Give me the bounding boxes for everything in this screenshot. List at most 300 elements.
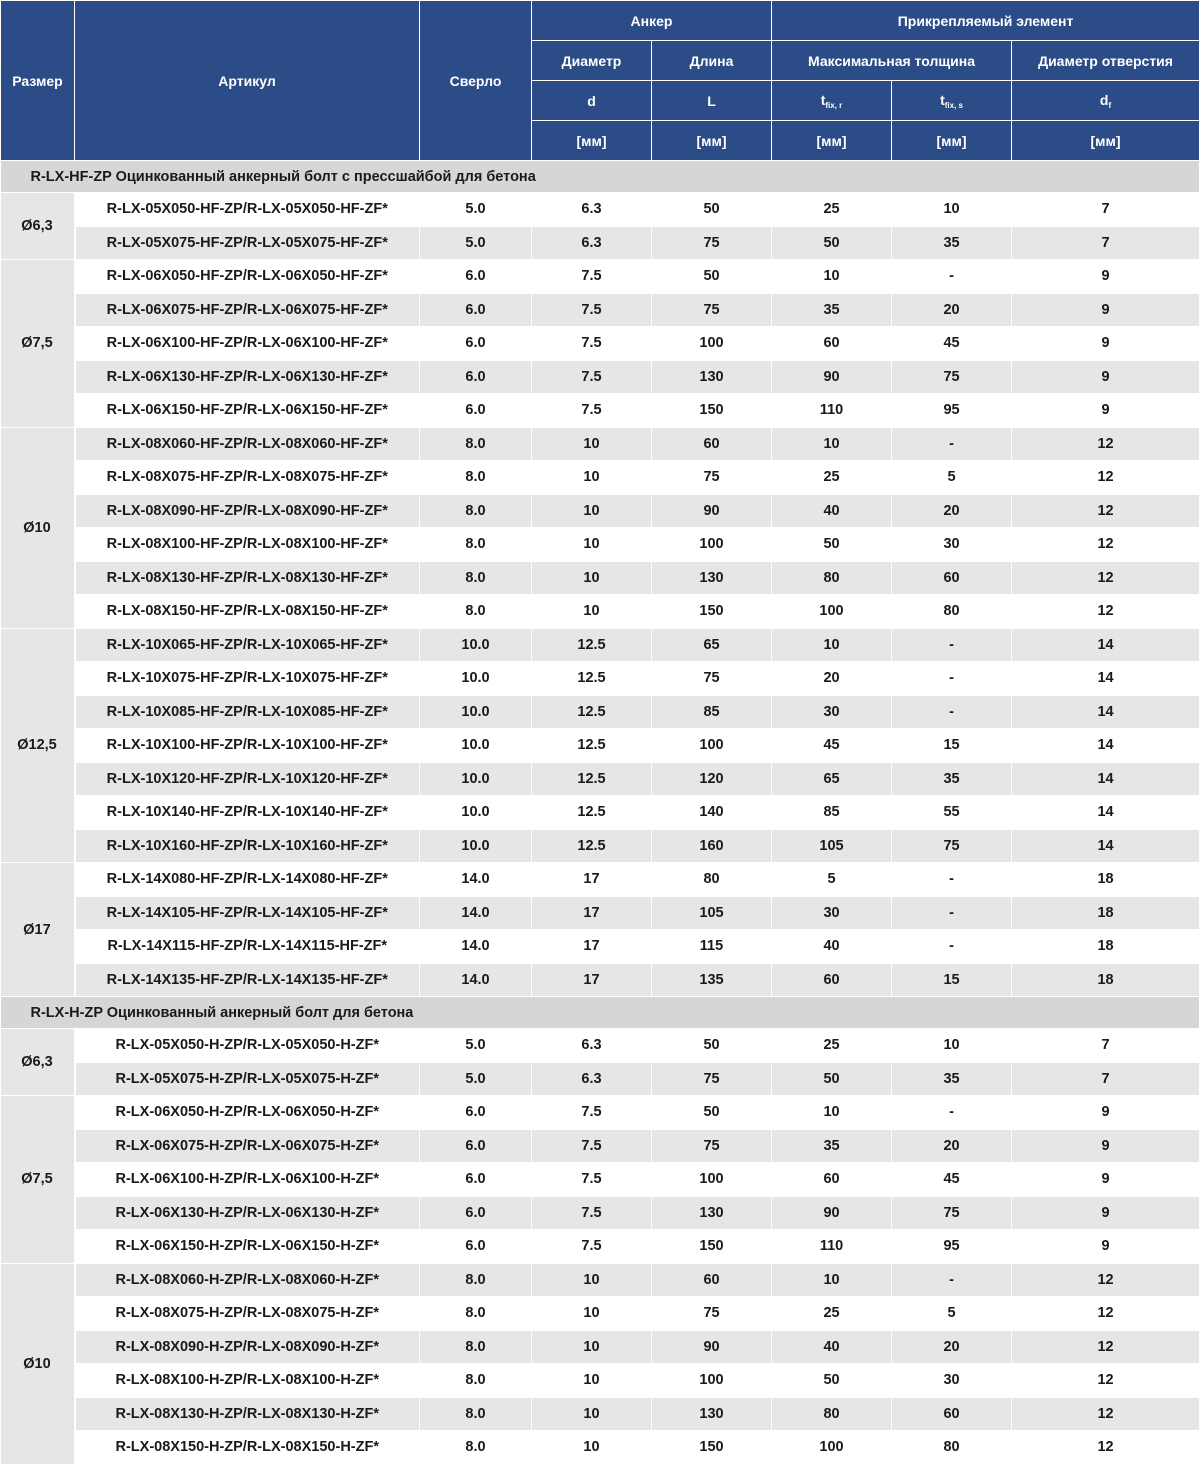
tfix-s-cell: 60 xyxy=(892,561,1012,595)
tfix-s-cell: 10 xyxy=(892,1029,1012,1063)
table-row xyxy=(1,1431,1199,1465)
size-cell: Ø10 xyxy=(1,1263,75,1464)
diameter-cell: 12.5 xyxy=(532,628,652,662)
tfix-r-cell: 100 xyxy=(772,595,892,629)
tfix-s-cell: 35 xyxy=(892,762,1012,796)
diameter-cell: 6.3 xyxy=(532,1029,652,1063)
tfix-r-cell: 85 xyxy=(772,796,892,830)
drill-cell: 10.0 xyxy=(420,829,532,863)
tfix-s-cell: - xyxy=(892,1096,1012,1130)
tfix-s-cell: 45 xyxy=(892,1163,1012,1197)
length-cell: 135 xyxy=(652,963,772,997)
tfix-r-cell: 65 xyxy=(772,762,892,796)
header-symbol-d: d xyxy=(532,81,652,121)
diameter-cell: 10 xyxy=(532,1397,652,1431)
diameter-cell: 7.5 xyxy=(532,1129,652,1163)
diameter-cell: 7.5 xyxy=(532,1163,652,1197)
diameter-cell: 7.5 xyxy=(532,1096,652,1130)
article-cell: R-LX-05X050-H-ZP/R-LX-05X050-H-ZF* xyxy=(75,1029,420,1063)
diameter-cell: 6.3 xyxy=(532,226,652,260)
drill-cell: 8.0 xyxy=(420,561,532,595)
diameter-cell: 17 xyxy=(532,896,652,930)
diameter-cell: 12.5 xyxy=(532,829,652,863)
tfix-s-cell: 75 xyxy=(892,829,1012,863)
header-unit-df: [мм] xyxy=(1012,121,1199,161)
header-symbol-tfix-s: $t_{fix, s}$ xyxy=(892,81,1012,121)
article-cell: R-LX-14X105-HF-ZP/R-LX-14X105-HF-ZF* xyxy=(75,896,420,930)
table-row xyxy=(1,293,1199,327)
hole-diameter-cell: 14 xyxy=(1012,729,1199,763)
diameter-cell: 7.5 xyxy=(532,327,652,361)
drill-cell: 8.0 xyxy=(420,1364,532,1398)
article-cell: R-LX-10X085-HF-ZP/R-LX-10X085-HF-ZF* xyxy=(75,695,420,729)
article-cell: R-LX-06X100-H-ZP/R-LX-06X100-H-ZF* xyxy=(75,1163,420,1197)
article-cell: R-LX-06X150-H-ZP/R-LX-06X150-H-ZF* xyxy=(75,1230,420,1264)
tfix-s-cell: 15 xyxy=(892,729,1012,763)
table-row xyxy=(1,829,1199,863)
length-cell: 50 xyxy=(652,260,772,294)
hole-diameter-cell: 14 xyxy=(1012,695,1199,729)
diameter-cell: 10 xyxy=(532,595,652,629)
table-row xyxy=(1,1263,1199,1297)
hole-diameter-cell: 12 xyxy=(1012,561,1199,595)
tfix-s-cell: - xyxy=(892,896,1012,930)
drill-cell: 8.0 xyxy=(420,1431,532,1465)
table-row xyxy=(1,1364,1199,1398)
table-row xyxy=(1,628,1199,662)
hole-diameter-cell: 14 xyxy=(1012,796,1199,830)
diameter-cell: 7.5 xyxy=(532,260,652,294)
tfix-r-cell: 80 xyxy=(772,1397,892,1431)
header-symbol-L: L xyxy=(652,81,772,121)
tfix-r-cell: 45 xyxy=(772,729,892,763)
drill-cell: 14.0 xyxy=(420,896,532,930)
drill-cell: 8.0 xyxy=(420,494,532,528)
tfix-r-cell: 25 xyxy=(772,1297,892,1331)
drill-cell: 8.0 xyxy=(420,461,532,495)
header-drill: Сверло xyxy=(420,1,532,161)
tfix-r-cell: 5 xyxy=(772,863,892,897)
article-cell: R-LX-08X090-HF-ZP/R-LX-08X090-HF-ZF* xyxy=(75,494,420,528)
table-row xyxy=(1,762,1199,796)
length-cell: 90 xyxy=(652,494,772,528)
drill-cell: 8.0 xyxy=(420,1297,532,1331)
table-row xyxy=(1,1129,1199,1163)
size-cell: Ø6,3 xyxy=(1,193,75,260)
length-cell: 65 xyxy=(652,628,772,662)
header-symbol-tfix-r: $t_{fix, r}$ xyxy=(772,81,892,121)
table-row xyxy=(1,695,1199,729)
table-row xyxy=(1,327,1199,361)
article-cell: R-LX-08X075-H-ZP/R-LX-08X075-H-ZF* xyxy=(75,1297,420,1331)
tfix-r-cell: 10 xyxy=(772,628,892,662)
size-cell: Ø7,5 xyxy=(1,260,75,428)
header-size: Размер xyxy=(1,1,75,161)
length-cell: 100 xyxy=(652,327,772,361)
drill-cell: 8.0 xyxy=(420,1397,532,1431)
tfix-r-cell: 25 xyxy=(772,1029,892,1063)
tfix-r-cell: 50 xyxy=(772,1364,892,1398)
tfix-r-cell: 110 xyxy=(772,394,892,428)
tfix-r-cell: 105 xyxy=(772,829,892,863)
table-row xyxy=(1,963,1199,997)
hole-diameter-cell: 12 xyxy=(1012,1330,1199,1364)
length-cell: 50 xyxy=(652,1096,772,1130)
section-row xyxy=(1,161,1199,193)
tfix-s-cell: 10 xyxy=(892,193,1012,227)
diameter-cell: 10 xyxy=(532,528,652,562)
tfix-s-cell: 5 xyxy=(892,461,1012,495)
drill-cell: 10.0 xyxy=(420,662,532,696)
drill-cell: 6.0 xyxy=(420,260,532,294)
diameter-cell: 10 xyxy=(532,1431,652,1465)
diameter-cell: 7.5 xyxy=(532,360,652,394)
size-cell: Ø17 xyxy=(1,863,75,997)
diameter-cell: 10 xyxy=(532,1364,652,1398)
drill-cell: 5.0 xyxy=(420,226,532,260)
tfix-r-cell: 60 xyxy=(772,963,892,997)
hole-diameter-cell: 9 xyxy=(1012,260,1199,294)
hole-diameter-cell: 7 xyxy=(1012,1062,1199,1096)
tfix-s-cell: 5 xyxy=(892,1297,1012,1331)
drill-cell: 5.0 xyxy=(420,1062,532,1096)
drill-cell: 6.0 xyxy=(420,1096,532,1130)
article-cell: R-LX-10X100-HF-ZP/R-LX-10X100-HF-ZF* xyxy=(75,729,420,763)
length-cell: 75 xyxy=(652,293,772,327)
table-row xyxy=(1,896,1199,930)
tfix-r-cell: 10 xyxy=(772,260,892,294)
article-cell: R-LX-14X080-HF-ZP/R-LX-14X080-HF-ZF* xyxy=(75,863,420,897)
hole-diameter-cell: 12 xyxy=(1012,528,1199,562)
diameter-cell: 6.3 xyxy=(532,1062,652,1096)
tfix-r-cell: 60 xyxy=(772,327,892,361)
diameter-cell: 17 xyxy=(532,963,652,997)
hole-diameter-cell: 14 xyxy=(1012,662,1199,696)
hole-diameter-cell: 7 xyxy=(1012,226,1199,260)
drill-cell: 5.0 xyxy=(420,193,532,227)
tfix-s-cell: 20 xyxy=(892,494,1012,528)
article-cell: R-LX-06X075-H-ZP/R-LX-06X075-H-ZF* xyxy=(75,1129,420,1163)
table-row xyxy=(1,662,1199,696)
article-cell: R-LX-06X130-H-ZP/R-LX-06X130-H-ZF* xyxy=(75,1196,420,1230)
drill-cell: 10.0 xyxy=(420,796,532,830)
diameter-cell: 12.5 xyxy=(532,762,652,796)
drill-cell: 6.0 xyxy=(420,327,532,361)
hole-diameter-cell: 9 xyxy=(1012,1230,1199,1264)
article-cell: R-LX-06X150-HF-ZP/R-LX-06X150-HF-ZF* xyxy=(75,394,420,428)
length-cell: 50 xyxy=(652,193,772,227)
header-unit-tfix-s: [мм] xyxy=(892,121,1012,161)
hole-diameter-cell: 14 xyxy=(1012,628,1199,662)
size-cell: Ø6,3 xyxy=(1,1029,75,1096)
tfix-s-cell: 30 xyxy=(892,528,1012,562)
tfix-s-cell: 20 xyxy=(892,293,1012,327)
hole-diameter-cell: 12 xyxy=(1012,1263,1199,1297)
article-cell: R-LX-08X100-HF-ZP/R-LX-08X100-HF-ZF* xyxy=(75,528,420,562)
tfix-r-cell: 100 xyxy=(772,1431,892,1465)
article-cell: R-LX-06X100-HF-ZP/R-LX-06X100-HF-ZF* xyxy=(75,327,420,361)
hole-diameter-cell: 12 xyxy=(1012,494,1199,528)
article-cell: R-LX-10X075-HF-ZP/R-LX-10X075-HF-ZF* xyxy=(75,662,420,696)
tfix-s-cell: 80 xyxy=(892,1431,1012,1465)
article-cell: R-LX-08X090-H-ZP/R-LX-08X090-H-ZF* xyxy=(75,1330,420,1364)
length-cell: 75 xyxy=(652,662,772,696)
article-cell: R-LX-05X075-HF-ZP/R-LX-05X075-HF-ZF* xyxy=(75,226,420,260)
hole-diameter-cell: 9 xyxy=(1012,327,1199,361)
article-cell: R-LX-08X060-HF-ZP/R-LX-08X060-HF-ZF* xyxy=(75,427,420,461)
tfix-r-cell: 90 xyxy=(772,1196,892,1230)
drill-cell: 6.0 xyxy=(420,293,532,327)
diameter-cell: 10 xyxy=(532,1330,652,1364)
diameter-cell: 7.5 xyxy=(532,293,652,327)
header-max-thickness: Максимальная толщина xyxy=(772,41,1012,81)
tfix-r-cell: 60 xyxy=(772,1163,892,1197)
table-row xyxy=(1,561,1199,595)
article-cell: R-LX-06X075-HF-ZP/R-LX-06X075-HF-ZF* xyxy=(75,293,420,327)
length-cell: 85 xyxy=(652,695,772,729)
header-diameter: Диаметр xyxy=(532,41,652,81)
diameter-cell: 17 xyxy=(532,863,652,897)
header-unit-d: [мм] xyxy=(532,121,652,161)
tfix-r-cell: 10 xyxy=(772,427,892,461)
tfix-s-cell: 30 xyxy=(892,1364,1012,1398)
drill-cell: 6.0 xyxy=(420,360,532,394)
hole-diameter-cell: 9 xyxy=(1012,1163,1199,1197)
diameter-cell: 12.5 xyxy=(532,729,652,763)
table-row xyxy=(1,427,1199,461)
diameter-cell: 12.5 xyxy=(532,796,652,830)
header-attached-element: Прикрепляемый элемент xyxy=(772,1,1199,41)
table-row xyxy=(1,394,1199,428)
length-cell: 130 xyxy=(652,561,772,595)
hole-diameter-cell: 12 xyxy=(1012,1297,1199,1331)
length-cell: 120 xyxy=(652,762,772,796)
drill-cell: 6.0 xyxy=(420,1163,532,1197)
tfix-r-cell: 110 xyxy=(772,1230,892,1264)
diameter-cell: 17 xyxy=(532,930,652,964)
table-row xyxy=(1,528,1199,562)
drill-cell: 6.0 xyxy=(420,1129,532,1163)
diameter-cell: 10 xyxy=(532,427,652,461)
drill-cell: 8.0 xyxy=(420,427,532,461)
diameter-cell: 6.3 xyxy=(532,193,652,227)
hole-diameter-cell: 7 xyxy=(1012,1029,1199,1063)
table-row xyxy=(1,1297,1199,1331)
length-cell: 50 xyxy=(652,1029,772,1063)
table-row xyxy=(1,863,1199,897)
tfix-r-cell: 50 xyxy=(772,528,892,562)
hole-diameter-cell: 12 xyxy=(1012,427,1199,461)
tfix-r-cell: 30 xyxy=(772,695,892,729)
table-header xyxy=(1,1,1199,161)
drill-cell: 14.0 xyxy=(420,930,532,964)
section-title: R-LX-H-ZP Оцинкованный анкерный болт для бетона xyxy=(1,997,1199,1029)
tfix-s-cell: - xyxy=(892,930,1012,964)
header-symbol-df: $d_f$ xyxy=(1012,81,1199,121)
hole-diameter-cell: 9 xyxy=(1012,293,1199,327)
section-title: R-LX-HF-ZP Оцинкованный анкерный болт с прессшайбой для бетона xyxy=(1,161,1199,193)
length-cell: 75 xyxy=(652,1062,772,1096)
article-cell: R-LX-10X065-HF-ZP/R-LX-10X065-HF-ZF* xyxy=(75,628,420,662)
diameter-cell: 10 xyxy=(532,494,652,528)
drill-cell: 10.0 xyxy=(420,628,532,662)
hole-diameter-cell: 12 xyxy=(1012,595,1199,629)
length-cell: 100 xyxy=(652,1364,772,1398)
hole-diameter-cell: 14 xyxy=(1012,829,1199,863)
tfix-s-cell: 35 xyxy=(892,1062,1012,1096)
tfix-r-cell: 40 xyxy=(772,494,892,528)
tfix-s-cell: - xyxy=(892,1263,1012,1297)
article-cell: R-LX-06X130-HF-ZP/R-LX-06X130-HF-ZF* xyxy=(75,360,420,394)
table-row xyxy=(1,1062,1199,1096)
hole-diameter-cell: 18 xyxy=(1012,863,1199,897)
tfix-r-cell: 40 xyxy=(772,930,892,964)
length-cell: 75 xyxy=(652,461,772,495)
header-hole-diameter: Диаметр отверстия xyxy=(1012,41,1199,81)
tfix-s-cell: 35 xyxy=(892,226,1012,260)
table-body xyxy=(1,161,1199,1465)
article-cell: R-LX-08X100-H-ZP/R-LX-08X100-H-ZF* xyxy=(75,1364,420,1398)
table-row xyxy=(1,1163,1199,1197)
table-row xyxy=(1,1397,1199,1431)
tfix-r-cell: 50 xyxy=(772,1062,892,1096)
article-cell: R-LX-10X140-HF-ZP/R-LX-10X140-HF-ZF* xyxy=(75,796,420,830)
article-cell: R-LX-10X160-HF-ZP/R-LX-10X160-HF-ZF* xyxy=(75,829,420,863)
diameter-cell: 7.5 xyxy=(532,1196,652,1230)
length-cell: 150 xyxy=(652,394,772,428)
table-row xyxy=(1,1096,1199,1130)
tfix-s-cell: 60 xyxy=(892,1397,1012,1431)
header-article: Артикул xyxy=(75,1,420,161)
drill-cell: 6.0 xyxy=(420,394,532,428)
tfix-s-cell: - xyxy=(892,662,1012,696)
hole-diameter-cell: 12 xyxy=(1012,1364,1199,1398)
tfix-s-cell: - xyxy=(892,863,1012,897)
article-cell: R-LX-14X135-HF-ZP/R-LX-14X135-HF-ZF* xyxy=(75,963,420,997)
size-cell: Ø10 xyxy=(1,427,75,628)
header-unit-L: [мм] xyxy=(652,121,772,161)
diameter-cell: 12.5 xyxy=(532,695,652,729)
drill-cell: 8.0 xyxy=(420,528,532,562)
diameter-cell: 10 xyxy=(532,1297,652,1331)
diameter-cell: 7.5 xyxy=(532,1230,652,1264)
length-cell: 150 xyxy=(652,595,772,629)
length-cell: 100 xyxy=(652,729,772,763)
tfix-r-cell: 50 xyxy=(772,226,892,260)
drill-cell: 8.0 xyxy=(420,595,532,629)
hole-diameter-cell: 18 xyxy=(1012,930,1199,964)
table-row xyxy=(1,796,1199,830)
table-row xyxy=(1,1330,1199,1364)
tfix-s-cell: 55 xyxy=(892,796,1012,830)
drill-cell: 6.0 xyxy=(420,1230,532,1264)
table-row xyxy=(1,494,1199,528)
drill-cell: 8.0 xyxy=(420,1330,532,1364)
hole-diameter-cell: 9 xyxy=(1012,1129,1199,1163)
length-cell: 75 xyxy=(652,1129,772,1163)
header-unit-tfix-r: [мм] xyxy=(772,121,892,161)
tfix-r-cell: 90 xyxy=(772,360,892,394)
section-row xyxy=(1,997,1199,1029)
hole-diameter-cell: 14 xyxy=(1012,762,1199,796)
hole-diameter-cell: 18 xyxy=(1012,896,1199,930)
article-cell: R-LX-10X120-HF-ZP/R-LX-10X120-HF-ZF* xyxy=(75,762,420,796)
tfix-r-cell: 80 xyxy=(772,561,892,595)
drill-cell: 10.0 xyxy=(420,729,532,763)
tfix-s-cell: 45 xyxy=(892,327,1012,361)
subscript: f xyxy=(1108,101,1111,110)
article-cell: R-LX-06X050-H-ZP/R-LX-06X050-H-ZF* xyxy=(75,1096,420,1130)
hole-diameter-cell: 9 xyxy=(1012,360,1199,394)
length-cell: 80 xyxy=(652,863,772,897)
diameter-cell: 7.5 xyxy=(532,394,652,428)
tfix-r-cell: 40 xyxy=(772,1330,892,1364)
tfix-s-cell: 80 xyxy=(892,595,1012,629)
table-row xyxy=(1,260,1199,294)
tfix-s-cell: - xyxy=(892,427,1012,461)
length-cell: 115 xyxy=(652,930,772,964)
drill-cell: 14.0 xyxy=(420,863,532,897)
article-cell: R-LX-06X050-HF-ZP/R-LX-06X050-HF-ZF* xyxy=(75,260,420,294)
subscript: fix, s xyxy=(945,101,963,110)
hole-diameter-cell: 12 xyxy=(1012,1431,1199,1465)
length-cell: 140 xyxy=(652,796,772,830)
article-cell: R-LX-08X060-H-ZP/R-LX-08X060-H-ZF* xyxy=(75,1263,420,1297)
drill-cell: 8.0 xyxy=(420,1263,532,1297)
table-row xyxy=(1,1029,1199,1063)
tfix-s-cell: 95 xyxy=(892,1230,1012,1264)
length-cell: 75 xyxy=(652,226,772,260)
tfix-r-cell: 25 xyxy=(772,193,892,227)
hole-diameter-cell: 9 xyxy=(1012,394,1199,428)
table-row xyxy=(1,595,1199,629)
length-cell: 130 xyxy=(652,360,772,394)
table-row xyxy=(1,461,1199,495)
table-row xyxy=(1,360,1199,394)
header-length: Длина xyxy=(652,41,772,81)
subscript: fix, r xyxy=(825,101,842,110)
article-cell: R-LX-05X050-HF-ZP/R-LX-05X050-HF-ZF* xyxy=(75,193,420,227)
tfix-r-cell: 10 xyxy=(772,1263,892,1297)
length-cell: 160 xyxy=(652,829,772,863)
article-cell: R-LX-08X150-H-ZP/R-LX-08X150-H-ZF* xyxy=(75,1431,420,1465)
diameter-cell: 12.5 xyxy=(532,662,652,696)
drill-cell: 6.0 xyxy=(420,1196,532,1230)
hole-diameter-cell: 7 xyxy=(1012,193,1199,227)
diameter-cell: 10 xyxy=(532,1263,652,1297)
article-cell: R-LX-08X130-HF-ZP/R-LX-08X130-HF-ZF* xyxy=(75,561,420,595)
hole-diameter-cell: 18 xyxy=(1012,963,1199,997)
length-cell: 150 xyxy=(652,1431,772,1465)
table-row xyxy=(1,930,1199,964)
hole-diameter-cell: 12 xyxy=(1012,1397,1199,1431)
article-cell: R-LX-08X130-H-ZP/R-LX-08X130-H-ZF* xyxy=(75,1397,420,1431)
length-cell: 130 xyxy=(652,1196,772,1230)
drill-cell: 5.0 xyxy=(420,1029,532,1063)
tfix-s-cell: - xyxy=(892,695,1012,729)
table-row xyxy=(1,1196,1199,1230)
article-cell: R-LX-08X075-HF-ZP/R-LX-08X075-HF-ZF* xyxy=(75,461,420,495)
diameter-cell: 10 xyxy=(532,561,652,595)
tfix-r-cell: 35 xyxy=(772,293,892,327)
hole-diameter-cell: 9 xyxy=(1012,1096,1199,1130)
length-cell: 150 xyxy=(652,1230,772,1264)
length-cell: 75 xyxy=(652,1297,772,1331)
drill-cell: 10.0 xyxy=(420,695,532,729)
drill-cell: 14.0 xyxy=(420,963,532,997)
table-row xyxy=(1,226,1199,260)
tfix-r-cell: 30 xyxy=(772,896,892,930)
